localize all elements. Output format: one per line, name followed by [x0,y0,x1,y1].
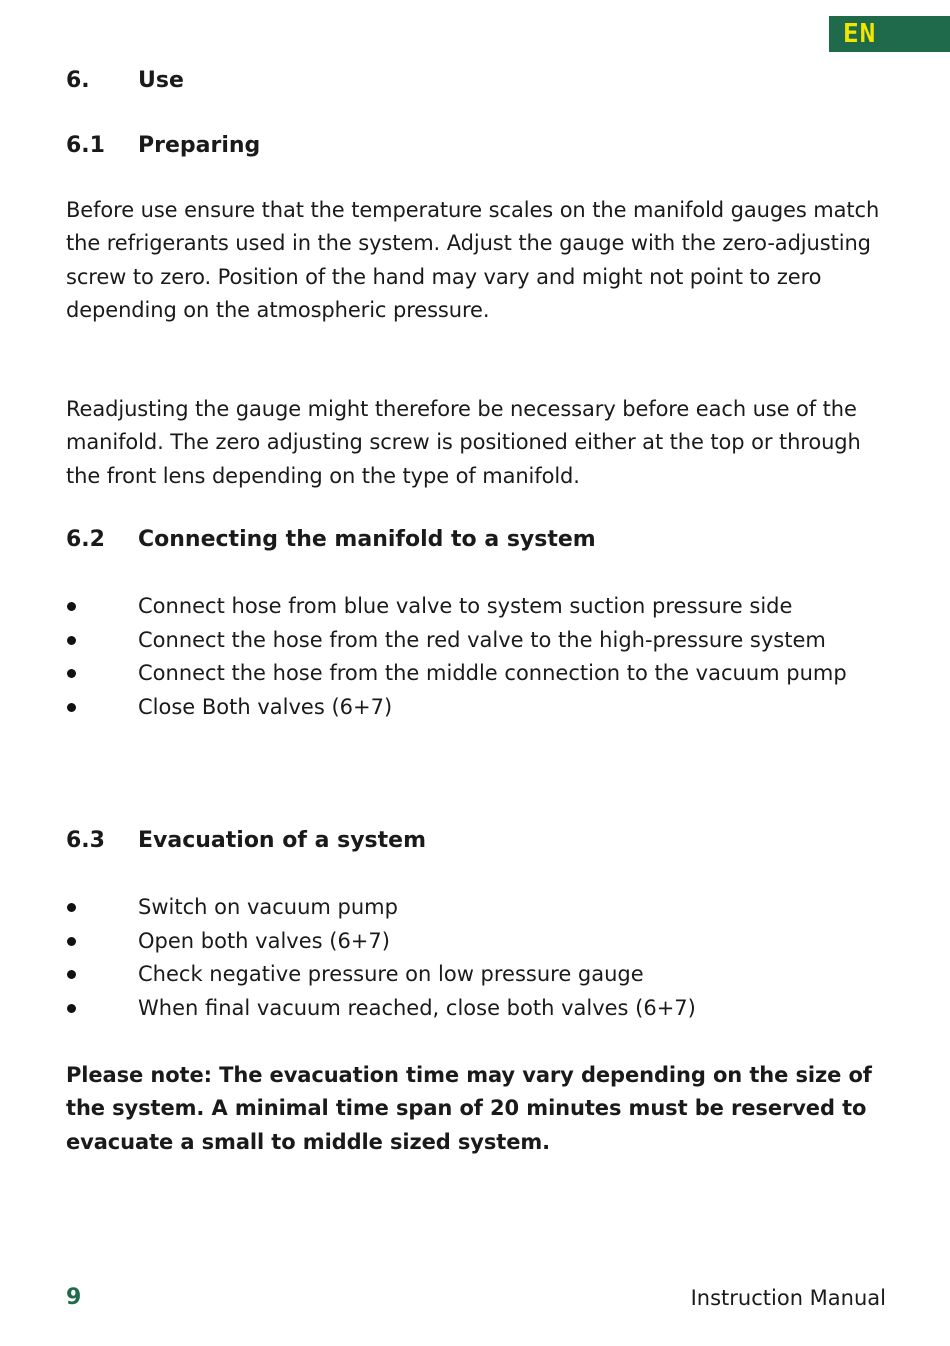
list-item [66,590,898,624]
list-item-text: Open both valves (6+7) [138,928,390,953]
document-title: Instruction Manual [690,1286,886,1310]
list-item [66,891,898,925]
section-title: Use [138,68,184,93]
list-item-text: Connect the hose from the red valve to the high-pressure system [138,627,826,652]
section-title: Preparing [138,133,261,158]
bullet-icon [67,1004,76,1013]
list-item [66,691,898,725]
list-item-text: Connect the hose from the middle connection to the vacuum pump [138,661,847,686]
list-item-text: When final vacuum reached, close both valves (6+7) [138,995,696,1020]
list-item-text: Check negative pressure on low pressure gauge [138,962,644,987]
list-item [66,925,898,959]
bullet-icon [67,937,76,946]
section-title: Evacuation of a system [138,828,426,853]
list-item [66,958,898,992]
section-6-2-heading [66,526,596,554]
section-number: 6.2 [66,527,105,552]
bullet-icon [67,703,76,712]
section-6-3-heading [66,827,426,855]
bullet-icon [67,636,76,645]
list-item-text: Connect hose from blue valve to system suction pressure side [138,594,793,618]
list-item [66,624,898,658]
list-item-text: Switch on vacuum pump [138,895,398,919]
section-title: Connecting the manifold to a system [138,527,596,552]
evacuation-steps-list [66,891,896,1025]
bullet-icon [67,903,76,912]
preparing-paragraph-1: Before use ensure that the temperature scales on the manifold gauges match the refrigerants used in the system. Adjust the gauge with the zero-adjusting screw to zero. Position of the hand may vary and might not point to zero depending on the atmospheric pressure. [66,198,880,322]
bullet-icon [67,669,76,678]
evacuation-note: Please note: The evacuation time may vary depending on the size of the system. A minimal time span of 20 minutes must be reserved to evacuate a small to middle sized system. [66,1063,872,1154]
bullet-icon [67,602,76,611]
section-6-1-heading [66,132,260,160]
list-item-text: Close Both valves (6+7) [138,694,393,719]
preparing-paragraph-2: Readjusting the gauge might therefore be necessary before each use of the manifold. The zero adjusting screw is positioned either at the top or through the front lens depending on the type of manifold. [66,397,861,488]
connecting-steps-list [66,590,896,724]
list-item [66,657,898,691]
section-6-heading [66,67,184,95]
language-badge: EN [829,16,950,52]
page-number: 9 [66,1285,82,1310]
list-item [66,992,898,1026]
section-number: 6.1 [66,133,105,158]
section-number: 6.3 [66,828,105,853]
section-number: 6. [66,68,90,93]
bullet-icon [67,970,76,979]
